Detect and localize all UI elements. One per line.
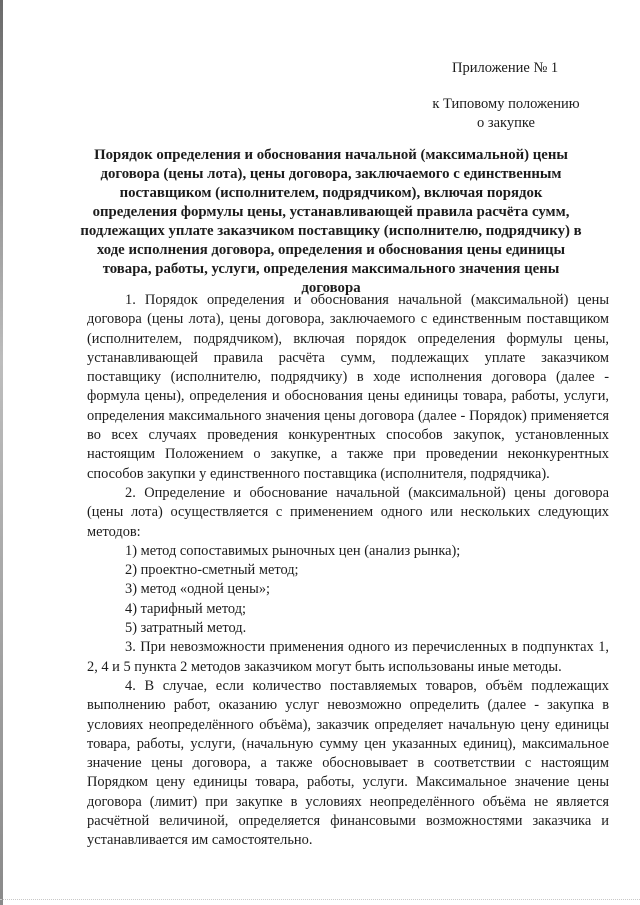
paragraph-3: 3. При невозможности применения одного из перечисленных в подпунктах 1, 2, 4 и 5 пункта 2 методов заказчиком могут быть использованы иные методы. — [87, 639, 609, 675]
method-item-1: 1) метод сопоставимых рыночных цен (анализ рынка); — [125, 542, 461, 559]
paragraph-2: 2. Определение и обоснование начальной (максимальной) цены договора (цены лота) осуществляется с применением одного или нескольких следующих методов: — [87, 484, 609, 540]
method-item-2: 2) проектно-сметный метод; — [125, 562, 299, 579]
method-item-4: 4) тарифный метод; — [125, 600, 247, 617]
annex-reference-line-1: к Типовому положению — [432, 96, 580, 112]
paragraph-4: 4. В случае, если количество поставляемых товаров, объём подлежащих выполнению работ, оказанию услуг невозможно определить (далее - закупка в условиях неопределённого объёма), заказчик определяет начальную цену единицы товара, работы, услуги, (начальную сумму цен указанных единиц), максимальное значение цены договора, а также обосновывает в соответствии с настоящим Порядком цену единицы товара, работы, услуги. Максимальное значение цены договора (лимит) при закупке в условиях неопределённого объёма не является расчётной величиной, определяется финансовыми возможностями заказчика и устанавливается им самостоятельно. — [87, 677, 609, 849]
method-item-5: 5) затратный метод. — [125, 620, 247, 637]
annex-number: Приложение № 1 — [452, 60, 559, 76]
paragraph-1: 1. Порядок определения и обоснования начальной (максимальной) цены договора (цены лота), цены договора, заключаемого с единственным поставщиком (исполнителем, подрядчиком), включая порядок определения формулы цены, устанавливающей правила расчёта сумм, подлежащих уплате заказчиком поставщику (исполнителю, подрядчику) в ходе исполнения договора (далее - формула цены), определения и обоснования цены единицы товара, работы, услуги, определения максимального значения цены договора (далее - Порядок) применяется во всех случаях проведения конкурентных способов закупок, установленных настоящим Положением о закупке, а также при проведении неконкурентных способов закупки у единственного поставщика (исполнителя, подрядчика). — [87, 292, 609, 482]
document-body — [87, 291, 609, 851]
scan-left-edge — [0, 0, 3, 905]
scan-bottom-edge — [0, 899, 640, 901]
method-item-3: 3) метод «одной цены»; — [125, 581, 271, 598]
annex-reference-line-2: о закупке — [476, 115, 535, 131]
annex-reference — [408, 95, 604, 133]
document-title: Порядок определения и обоснования начальной (максимальной) цены договора (цены лота), цены договора, заключаемого с единственным поставщиком (исполнителем, подрядчиком), включая порядок определения формулы цены, устанавливающей правила расчёта сумм, подлежащих уплате заказчиком поставщику (исполнителю, подрядчику) в ходе исполнения договора, определения и обоснования цены единицы товара, работы, услуги, определения максимального значения цены договора — [80, 147, 582, 296]
